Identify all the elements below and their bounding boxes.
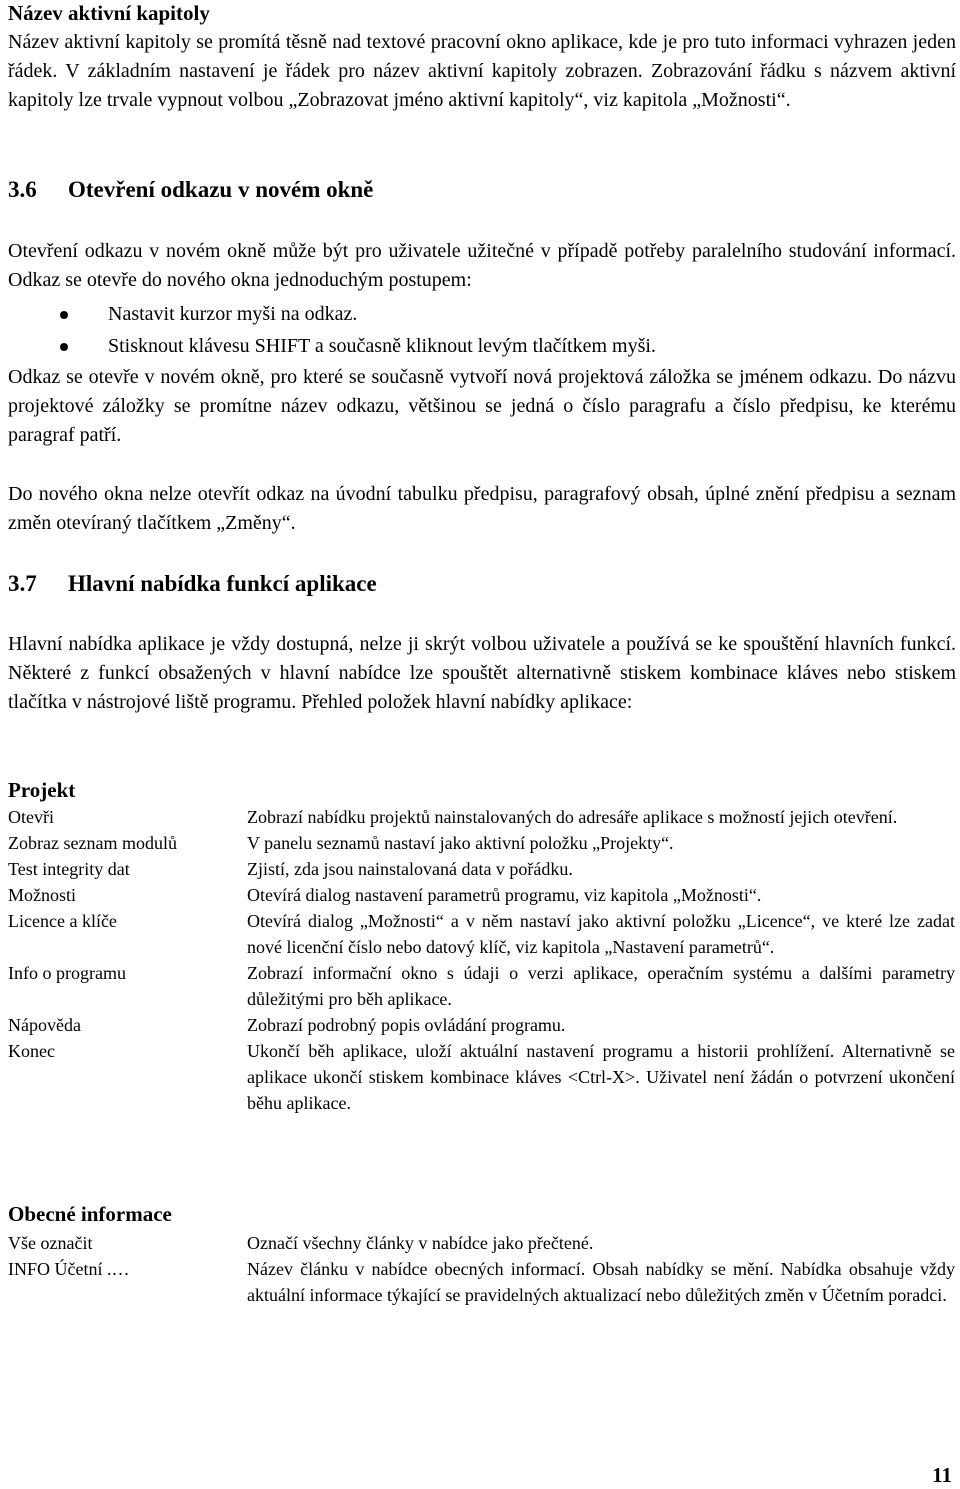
menu-row: [8, 882, 956, 908]
section-number: 3.6: [8, 177, 37, 202]
menu-row: [8, 804, 956, 830]
menu-row: [8, 856, 956, 882]
menu-item-desc: Otevírá dialog nastavení parametrů programu, viz kapitola „Možnosti“.: [247, 885, 762, 905]
menu-item-name: INFO Účetní .…: [8, 1259, 130, 1279]
section-3-6-heading: [8, 175, 373, 205]
menu-row: [8, 1038, 956, 1116]
section-title: Hlavní nabídka funkcí aplikace: [68, 571, 377, 596]
active-chapter-heading: Název aktivní kapitoly: [8, 1, 210, 25]
section-3-6-intro: Otevření odkazu v novém okně může být pro uživatele užitečné v případě potřeby paralelního studování informací. Odkaz se otevře do nového okna jednoduchým postupem:: [8, 240, 956, 291]
menu-item-desc: Ukončí běh aplikace, uloží aktuální nastavení programu a historii prohlížení. Alternativně se aplikace ukončí stiskem kombinace kláves <Ctrl-X>. Uživatel není žádán o potvrzení ukončení běhu aplikace.: [247, 1041, 955, 1113]
menu-item-name: Info o programu: [8, 963, 126, 983]
menu-item-name: Konec: [8, 1041, 55, 1061]
menu-item-desc: V panelu seznamů nastaví jako aktivní položku „Projekty“.: [247, 833, 674, 853]
menu-item-name: Zobraz seznam modulů: [8, 833, 177, 853]
menu-row: [8, 1012, 956, 1038]
menu-group-title: Obecné informace: [8, 1202, 172, 1226]
active-chapter-paragraph: Název aktivní kapitoly se promítá těsně nad textové pracovní okno aplikace, kde je pro tuto informaci vyhrazen jeden řádek. V základním nastavení je řádek pro název aktivní kapitoly zobrazen. Zobrazování řádku s názvem aktivní kapitoly lze trvale vypnout volbou „Zobrazovat jméno aktivní kapitoly“, viz kapitola „Možnosti“.: [8, 31, 956, 111]
menu-group-title: Projekt: [8, 778, 76, 802]
list-item: [8, 330, 956, 362]
menu-row: [8, 960, 956, 1012]
menu-row: [8, 830, 956, 856]
menu-item-name: Vše označit: [8, 1233, 93, 1253]
bullet-icon: [60, 343, 68, 351]
menu-row: [8, 1256, 956, 1308]
menu-row: [8, 1230, 956, 1256]
bullet-list: [8, 298, 956, 362]
menu-row: [8, 908, 956, 960]
menu-item-name: Možnosti: [8, 885, 77, 905]
section-3-6-paragraph-2: Odkaz se otevře v novém okně, pro které se současně vytvoří nová projektová záložka se jménem odkazu. Do názvu projektové záložky se promítne název odkazu, většinou se jedná o číslo paragrafu a číslo předpisu, ke kterému paragraf patří.: [8, 366, 956, 446]
menu-item-desc: Zjistí, zda jsou nainstalovaná data v pořádku.: [247, 859, 573, 879]
list-item-text: Stisknout klávesu SHIFT a současně kliknout levým tlačítkem myši.: [108, 335, 656, 357]
menu-item-desc: Označí všechny články v nabídce jako přečtené.: [247, 1233, 594, 1253]
menu-item-name: Otevři: [8, 807, 54, 827]
section-3-6-paragraph-3: Do nového okna nelze otevřít odkaz na úvodní tabulku předpisu, paragrafový obsah, úplné znění předpisu a seznam změn otevíraný tlačítkem „Změny“.: [8, 483, 956, 534]
section-title: Otevření odkazu v novém okně: [68, 177, 374, 202]
list-item: [8, 298, 956, 330]
list-item-text: Nastavit kurzor myši na odkaz.: [108, 303, 358, 325]
menu-item-desc: Zobrazí nabídku projektů nainstalovaných do adresáře aplikace s možností jejich otevření.: [247, 807, 898, 827]
menu-group-obecne-informace: [8, 1200, 956, 1308]
menu-group-projekt: [8, 776, 956, 1116]
section-3-7-heading: [8, 569, 377, 599]
section-number: 3.7: [8, 571, 37, 596]
menu-item-name: Licence a klíče: [8, 911, 117, 931]
menu-item-desc: Název článku v nabídce obecných informací. Obsah nabídky se mění. Nabídka obsahuje vždy aktuální informace týkající se pravidelných aktualizací nebo důležitých změn v Účetním poradci.: [247, 1259, 955, 1305]
menu-item-desc: Zobrazí informační okno s údaji o verzi aplikace, operačním systému a dalšími parametry důležitými pro běh aplikace.: [247, 963, 955, 1009]
section-3-7-intro: Hlavní nabídka aplikace je vždy dostupná, nelze ji skrýt volbou uživatele a používá se ke spouštění hlavních funkcí. Některé z funkcí obsažených v hlavní nabídce lze spouštět alternativně stiskem kombinace kláves nebo stiskem tlačítka v nástrojové liště programu. Přehled položek hlavní nabídky aplikace:: [8, 633, 956, 713]
menu-item-desc: Otevírá dialog „Možnosti“ a v něm nastaví jako aktivní položku „Licence“, ve které lze zadat nové licenční číslo nebo datový klíč, viz kapitola „Nastavení parametrů“.: [247, 911, 955, 957]
menu-item-name: Nápověda: [8, 1015, 81, 1035]
menu-item-desc: Zobrazí podrobný popis ovládání programu.: [247, 1015, 566, 1035]
page-number: 11: [932, 1463, 952, 1487]
menu-item-name: Test integrity dat: [8, 859, 130, 879]
bullet-icon: [60, 311, 68, 319]
